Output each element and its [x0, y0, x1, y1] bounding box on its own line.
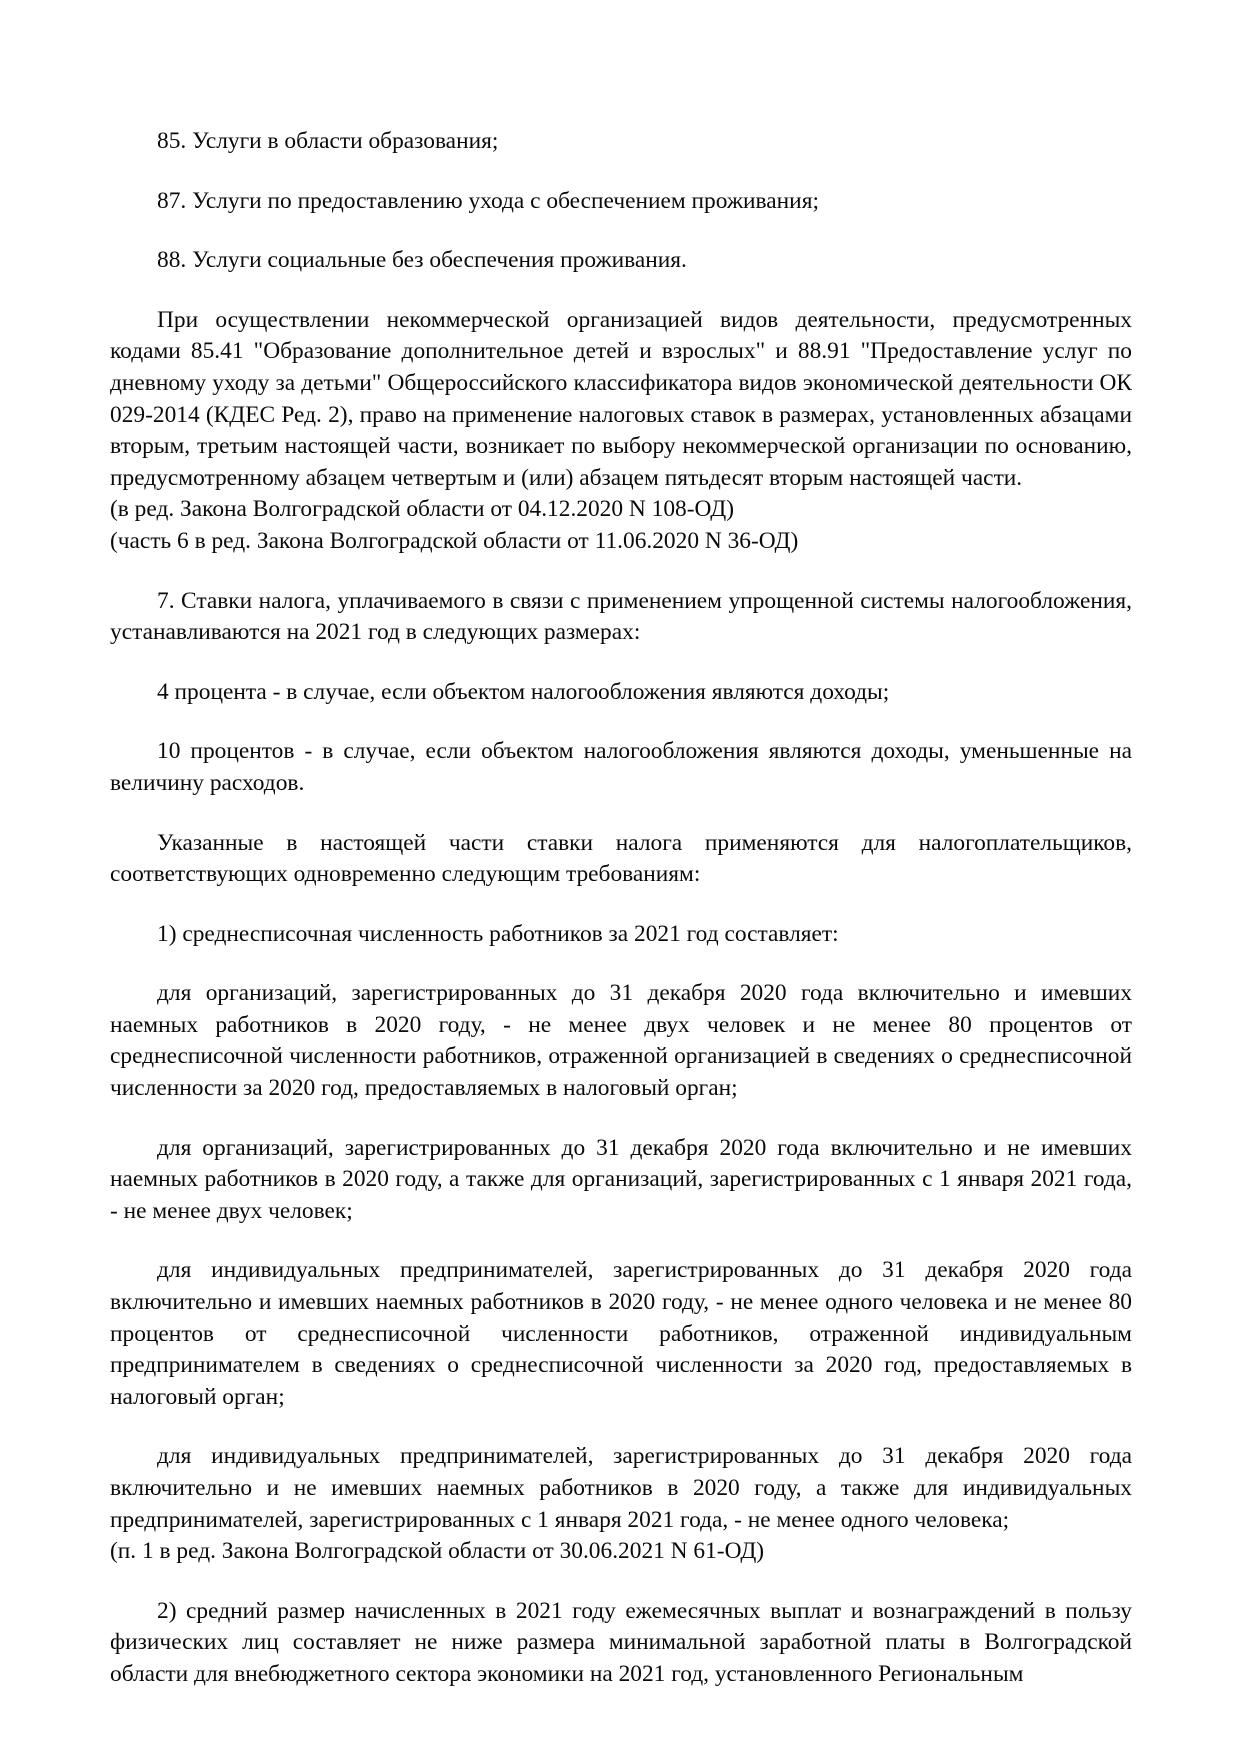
condition-2-average-payments: 2) средний размер начисленных в 2021 году ежемесячных выплат и вознаграждений в пользу физических лиц составляет не ниже размера минимальной заработной платы в Волгоградской области для внебюджетного сектора экономики на 2021 год, установленного Региональным	[110, 1597, 1132, 1687]
condition-1-organizations-without-employees: для организаций, зарегистрированных до 31 декабря 2020 года включительно и не имевших наемных работников в 2020 году, а также для организаций, зарегистрированных с 1 января 2021 года, - не менее двух человек;	[110, 1134, 1132, 1224]
paragraph-noncommercial-organizations: При осуществлении некоммерческой организацией видов деятельности, предусмотренных кодами 85.41 "Образование дополнительное детей и взрослых" и 88.91 "Предоставление услуг по дневному уходу за детьми" Общероссийского классификатора видов экономической деятельности ОК 029-2014 (КДЕС Ред. 2), право на применение налоговых ставок в размерах, установленных абзацами вторым, третьим настоящей части, возникает по выбору некоммерческой организации по основанию, предусмотренному абзацем четвертым и (или) абзацем пятьдесят вторым настоящей части.	[110, 306, 1132, 491]
list-item-85: 85. Услуги в области образования;	[157, 128, 499, 154]
clause-7-tax-rates: 7. Ставки налога, уплачиваемого в связи с применением упрощенной системы налогообложения, устанавливаются на 2021 год в следующих размерах:	[110, 587, 1132, 646]
rate-10-percent: 10 процентов - в случае, если объектом налогообложения являются доходы, уменьшенные на величину расходов.	[110, 738, 1132, 796]
amendment-note-61-od: (п. 1 в ред. Закона Волгоградской области от 30.06.2021 N 61-ОД)	[110, 1538, 765, 1565]
rate-4-percent: 4 процента - в случае, если объектом налогообложения являются доходы;	[157, 678, 890, 705]
conditions-intro: Указанные в настоящей части ставки налога применяются для налогоплательщиков, соответствующих одновременно следующим требованиям:	[110, 829, 1132, 888]
list-item-87: 87. Услуги по предоставлению ухода с обеспечением проживания;	[157, 187, 819, 214]
condition-1-entrepreneurs-with-employees: для индивидуальных предпринимателей, зарегистрированных до 31 декабря 2020 года включительно и имевших наемных работников в 2020 году, - не менее одного человека и не менее 80 процентов от среднесписочной численности работников, отраженной индивидуальным предпринимателем в сведениях о среднесписочной численности за 2020 год, предоставляемых в налоговый орган;	[110, 1257, 1132, 1410]
amendment-note-36-od: (часть 6 в ред. Закона Волгоградской области от 11.06.2020 N 36-ОД)	[110, 527, 799, 554]
condition-1-headcount: 1) среднесписочная численность работников за 2021 год составляет:	[157, 920, 839, 947]
condition-1-organizations-with-employees: для организаций, зарегистрированных до 31 декабря 2020 года включительно и имевших наемных работников в 2020 году, - не менее двух человек и не менее 80 процентов от среднесписочной численности работников, отраженной организацией в сведениях о среднесписочной численности за 2020 год, предоставляемых в налоговый орган;	[110, 980, 1132, 1102]
amendment-note-108-od: (в ред. Закона Волгоградской области от 04.12.2020 N 108-ОД)	[110, 496, 735, 523]
condition-1-entrepreneurs-without-employees: для индивидуальных предпринимателей, зарегистрированных до 31 декабря 2020 года включительно и не имевших наемных работников в 2020 году, а также для индивидуальных предпринимателей, зарегистрированных с 1 января 2021 года, - не менее одного человека;	[110, 1443, 1132, 1533]
list-item-88: 88. Услуги социальные без обеспечения проживания.	[157, 247, 687, 274]
document-text-column	[110, 126, 1132, 1719]
